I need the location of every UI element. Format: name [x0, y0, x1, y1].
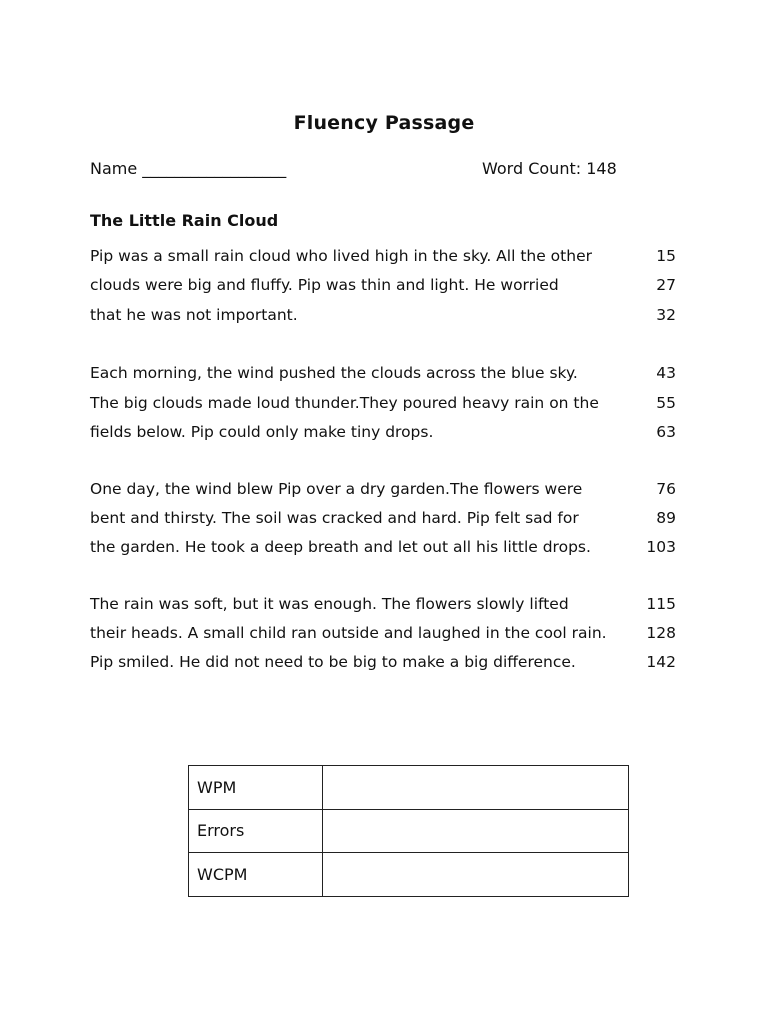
- table-row: [189, 809, 629, 853]
- passage-line-text: bent and thirsty. The soil was cracked and hard. Pip felt sad for: [90, 509, 579, 527]
- running-word-count: 27: [656, 276, 676, 294]
- running-word-count: 43: [656, 364, 676, 382]
- passage-line: [90, 506, 686, 530]
- running-word-count: 76: [656, 480, 676, 498]
- passage-line-text: Each morning, the wind pushed the clouds across the blue sky.: [90, 364, 578, 382]
- passage-line: [90, 420, 686, 444]
- passage-line: [90, 273, 686, 297]
- passage-line-text: fields below. Pip could only make tiny drops.: [90, 423, 434, 441]
- name-field-label: Name __________________: [90, 159, 287, 178]
- passage-line: [90, 592, 686, 616]
- passage-line-text: Pip smiled. He did not need to be big to make a big difference.: [90, 653, 576, 671]
- running-word-count: 115: [646, 595, 676, 613]
- table-row: [189, 853, 629, 897]
- score-table: [188, 765, 629, 897]
- running-word-count: 89: [656, 509, 676, 527]
- passage-line-text: Pip was a small rain cloud who lived high in the sky. All the other: [90, 247, 592, 265]
- table-row: [189, 766, 629, 810]
- passage-line: [90, 244, 686, 268]
- passage-line-text: clouds were big and fluffy. Pip was thin and light. He worried: [90, 276, 559, 294]
- passage-line: [90, 303, 686, 327]
- running-word-count: 142: [646, 653, 676, 671]
- passage-line-text: their heads. A small child ran outside and laughed in the cool rain.: [90, 624, 607, 642]
- passage-line-text: The rain was soft, but it was enough. The flowers slowly lifted: [90, 595, 569, 613]
- story-title: The Little Rain Cloud: [90, 211, 279, 230]
- running-word-count: 15: [656, 247, 676, 265]
- passage-line: [90, 535, 686, 559]
- errors-label: Errors: [189, 809, 323, 853]
- wpm-label: WPM: [189, 766, 323, 810]
- passage-line-text: the garden. He took a deep breath and let out all his little drops.: [90, 538, 591, 556]
- wcpm-label: WCPM: [189, 853, 323, 897]
- passage-line: [90, 621, 686, 645]
- errors-value-field[interactable]: [323, 809, 629, 853]
- wpm-value-field[interactable]: [323, 766, 629, 810]
- word-count-label: Word Count: 148: [482, 159, 617, 178]
- wcpm-value-field[interactable]: [323, 853, 629, 897]
- running-word-count: 63: [656, 423, 676, 441]
- passage-line-text: that he was not important.: [90, 306, 298, 324]
- page-title: Fluency Passage: [293, 112, 475, 134]
- running-word-count: 103: [646, 538, 676, 556]
- passage-line-text: The big clouds made loud thunder.They poured heavy rain on the: [90, 394, 599, 412]
- running-word-count: 32: [656, 306, 676, 324]
- passage-line-text: One day, the wind blew Pip over a dry garden.The flowers were: [90, 480, 583, 498]
- running-word-count: 55: [656, 394, 676, 412]
- passage-line: [90, 650, 686, 674]
- passage-line: [90, 477, 686, 501]
- passage-line: [90, 391, 686, 415]
- passage-line: [90, 361, 686, 385]
- running-word-count: 128: [646, 624, 676, 642]
